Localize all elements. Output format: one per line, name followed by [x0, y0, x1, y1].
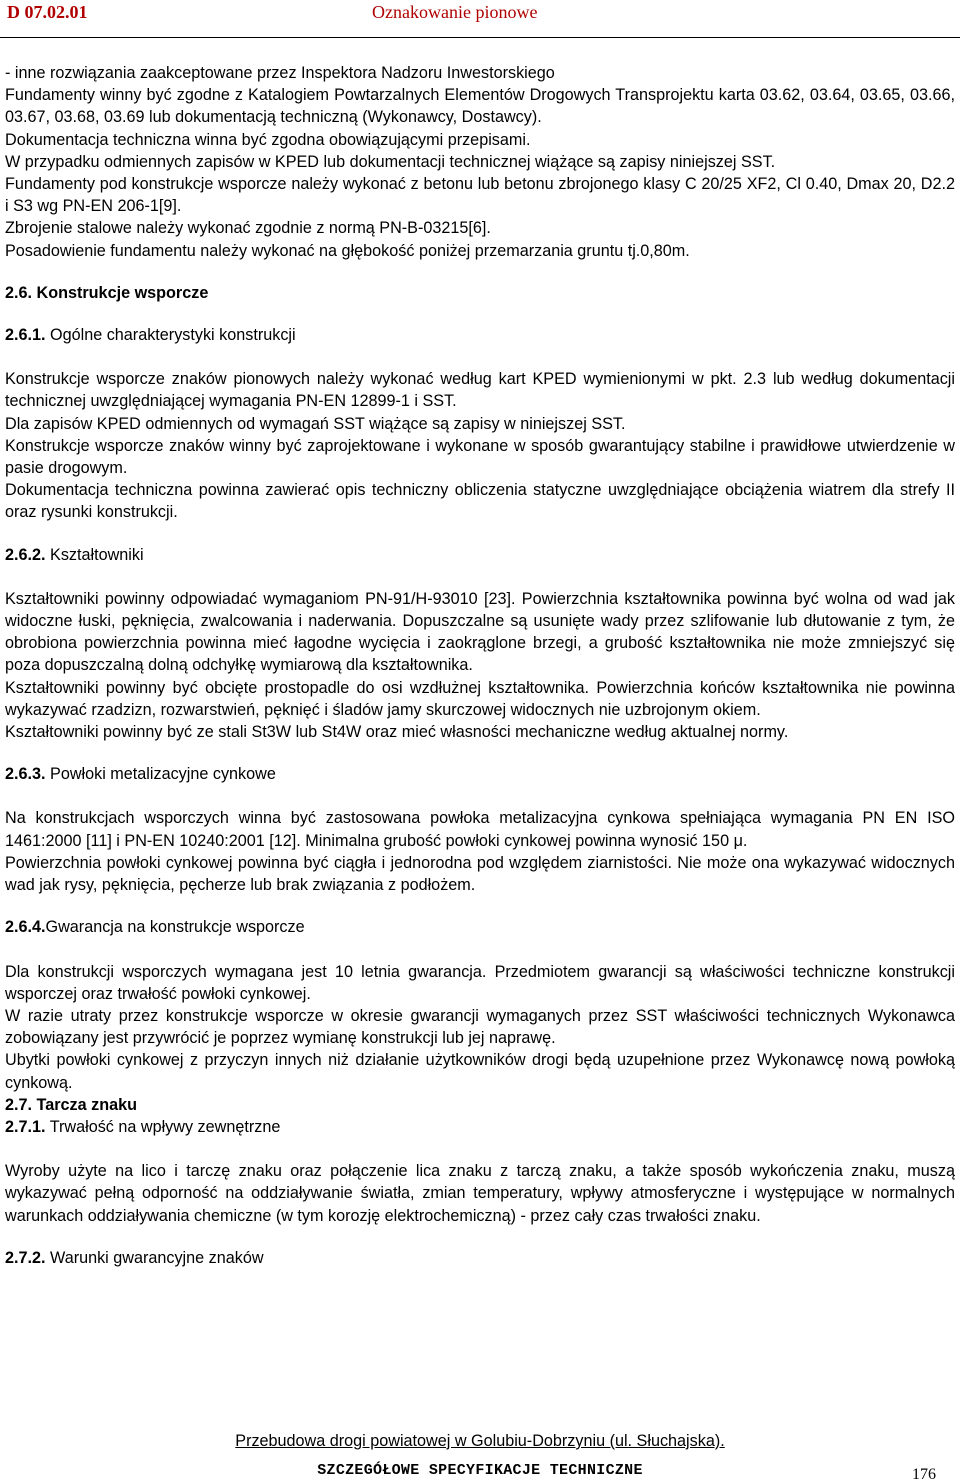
section-heading-2-6-1 [5, 324, 955, 346]
document-body [5, 62, 955, 1269]
document-title: Oznakowanie pionowe [372, 2, 538, 22]
paragraph: Dla zapisów KPED odmiennych od wymagań SST wiążące są zapisy w niniejszej SST. [5, 414, 626, 433]
intro-paragraph: Posadowienie fundamentu należy wykonać na głębokość poniżej przemarzania gruntu tj.0,80m. [5, 241, 690, 260]
section-number: 2.6.1. [5, 326, 46, 345]
paragraph: W razie utraty przez konstrukcje wsporcze w okresie gwarancji wymaganych przez SST właściwości technicznych Wykonawca zobowiązany jest przywrócić je poprzez wymianę konstrukcji lub jej naprawę. [5, 1006, 955, 1048]
paragraph: Konstrukcje wsporcze znaków pionowych należy wykonać według kart KPED wymienionymi w pkt. 2.3 lub według dokumentacji technicznej uwzględniającej wymagania PN-EN 12899-1 i SST. [5, 370, 955, 411]
intro-paragraph: Zbrojenie stalowe należy wykonać zgodnie z normą PN-B-03215[6]. [5, 219, 491, 238]
section-title: Warunki gwarancyjne znaków [50, 1248, 264, 1267]
section-number: 2.7.1. [5, 1117, 46, 1136]
paragraph: Na konstrukcjach wsporczych winna być zastosowana powłoka metalizacyjna cynkowa spełniająca wymagania PN EN ISO 1461:2000 [11] i PN-EN 10240:2001 [12]. Minimalna grubość powłoki cynkowej powinna wynosić 150 μ. [5, 809, 955, 850]
intro-paragraph: Fundamenty winny być zgodne z Katalogiem Powtarzalnych Elementów Drogowych Transprojektu karta 03.62, 03.64, 03.65, 03.66, 03.67, 03.68, 03.69 lub dokumentacją techniczną (Wykonawcy, Dostawcy). [5, 86, 955, 127]
section-title: Tarcza znaku [36, 1095, 137, 1114]
section-heading-2-7 [5, 1094, 955, 1116]
section-heading-2-6 [5, 282, 955, 304]
paragraph: Kształtowniki powinny być ze stali St3W lub St4W oraz mieć własności mechaniczne według aktualnej normy. [5, 723, 789, 742]
footer-spec-label: SZCZEGÓŁOWE SPECYFIKACJE TECHNICZNE [317, 1462, 643, 1479]
section-heading-2-6-3 [5, 763, 955, 785]
paragraph: Dokumentacja techniczna powinna zawierać opis techniczny obliczenia statyczne uwzględniające obciążenia wiatrem dla strefy II oraz rysunki konstrukcji. [5, 481, 955, 522]
section-title: Gwarancja na konstrukcje wsporcze [45, 918, 305, 937]
footer-project-title: Przebudowa drogi powiatowej w Golubiu-Dobrzyniu (ul. Słuchajska). [235, 1432, 725, 1450]
section-number: 2.7. [5, 1095, 33, 1114]
section-heading-2-7-2 [5, 1247, 955, 1269]
header-divider [0, 37, 960, 38]
section-heading-2-6-2 [5, 544, 955, 566]
intro-bullet: - inne rozwiązania zaakceptowane przez Inspektora Nadzoru Inwestorskiego [5, 64, 555, 82]
page-number: 176 [912, 1466, 936, 1483]
paragraph: Kształtowniki powinny być obcięte prostopadle do osi wzdłużnej kształtownika. Powierzchnia końców kształtownika nie powinna wykazywać rzadzizn, rozwarstwień, pęknięć i śladów jamy skurczowej widocznych nie uzbrojonym okiem. [5, 678, 955, 719]
intro-paragraph: Dokumentacja techniczna winna być zgodna obowiązującymi przepisami. [5, 130, 531, 149]
paragraph: Dla konstrukcji wsporczych wymagana jest 10 letnia gwarancja. Przedmiotem gwarancji są właściwości techniczne konstrukcji wsporczej oraz trwałość powłoki cynkowej. [5, 962, 955, 1003]
section-number: 2.6.4. [5, 918, 46, 937]
section-number: 2.6.2. [5, 545, 46, 564]
intro-paragraph: W przypadku odmiennych zapisów w KPED lub dokumentacji technicznej wiążące są zapisy niniejszej SST. [5, 152, 776, 171]
paragraph: Konstrukcje wsporcze znaków winny być zaprojektowane i wykonane w sposób gwarantujący stabilne i prawidłowe utwierdzenie w pasie drogowym. [5, 436, 955, 478]
section-title: Kształtowniki [50, 545, 144, 564]
section-title: Powłoki metalizacyjne cynkowe [50, 765, 276, 784]
section-title: Trwałość na wpływy zewnętrzne [49, 1117, 281, 1136]
section-heading-2-6-4 [5, 916, 955, 938]
section-title: Ogólne charakterystyki konstrukcji [50, 326, 296, 345]
section-title: Konstrukcje wsporcze [36, 283, 209, 302]
section-number: 2.7.2. [5, 1248, 46, 1267]
paragraph: Kształtowniki powinny odpowiadać wymaganiom PN-91/H-93010 [23]. Powierzchnia kształtownika powinna być wolna od wad jak widoczne łuski, pęknięcia, zwalcowania i naderwania. Dopuszczalne są usunięte wady przez szlifowanie lub dłutowanie z tym, że obrobiona powierzchnia powinna mieć łagodne wycięcia i zaokrąglone brzegi, a grubość kształtownika nie może zmniejszyć się poza dopuszczalną dolną odchyłkę wymiarową dla kształtownika. [5, 589, 955, 675]
document-code: D 07.02.01 [7, 2, 88, 22]
intro-paragraph: Fundamenty pod konstrukcje wsporcze należy wykonać z betonu lub betonu zbrojonego klasy C 20/25 XF2, Cl 0.40, Dmax 20, D2.2 i S3 wg PN-EN 206-1[9]. [5, 175, 955, 216]
section-number: 2.6.3. [5, 765, 46, 784]
paragraph: Powierzchnia powłoki cynkowej powinna być ciągła i jednorodna pod względem ziarnistości. Nie może ona wykazywać widocznych wad jak rysy, pęknięcia, pęcherze lub brak związania z podłożem. [5, 853, 955, 895]
page-header [0, 0, 960, 28]
section-heading-2-7-1 [5, 1116, 955, 1138]
paragraph: Wyroby użyte na lico i tarczę znaku oraz połączenie lica znaku z tarczą znaku, a także sposób wykończenia znaku, muszą wykazywać pełną odporność na oddziaływanie światła, zmian temperatury, wpływy atmosferyczne i występujące w normalnych warunkach oddziaływania chemiczne (w tym korozję elektrochemiczną) - przez cały czas trwałości znaku. [5, 1162, 955, 1225]
section-number: 2.6. [5, 283, 33, 302]
paragraph: Ubytki powłoki cynkowej z przyczyn innych niż działanie użytkowników drogi będą uzupełnione przez Wykonawcę nową powłoką cynkową. [5, 1051, 955, 1092]
